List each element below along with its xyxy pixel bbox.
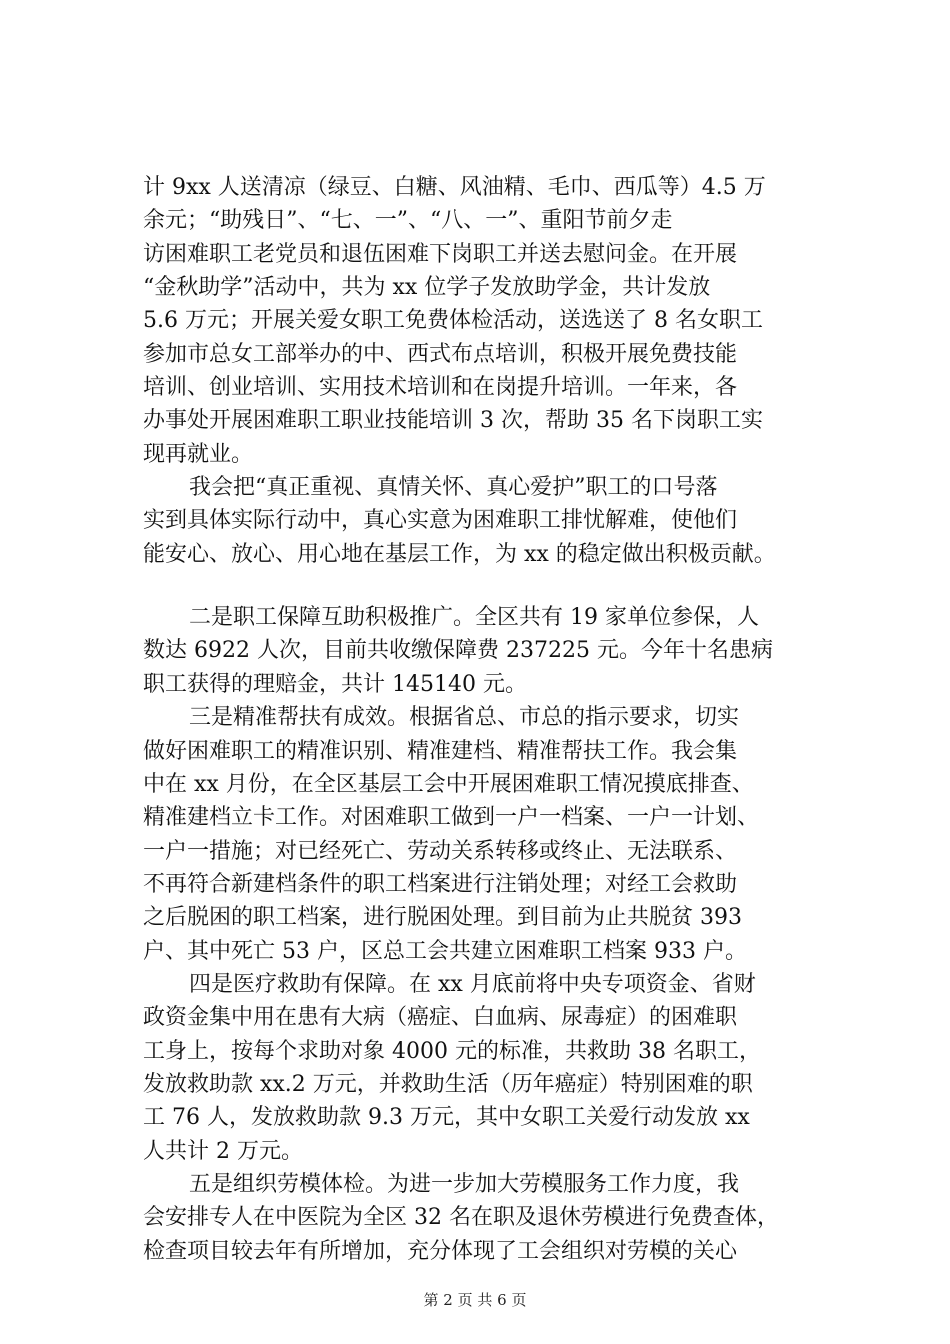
- text-line: 政资金集中用在患有大病（癌症、白血病、尿毒症）的困难职: [143, 1005, 738, 1030]
- text-line: 三是精准帮扶有成效。根据省总、市总的指示要求，切实: [189, 705, 740, 730]
- text-line: 余元；“助残日”、“七、一”、“八、一”、重阳节前夕走: [143, 208, 673, 233]
- text-line: 参加市总女工部举办的中、西式布点培训，积极开展免费技能: [143, 342, 738, 367]
- text-line: 发放救助款 xx.2 万元，并救助生活（历年癌症）特别困难的职: [143, 1072, 753, 1097]
- text-line: 会安排专人在中医院为全区 32 名在职及退休劳模进行免费查体，: [143, 1205, 779, 1230]
- text-line: 不再符合新建档条件的职工档案进行注销处理；对经工会救助: [143, 872, 738, 897]
- text-line: 工 76 人，发放救助款 9.3 万元，其中女职工关爱行动发放 xx: [143, 1105, 750, 1130]
- text-line: 二是职工保障互助积极推广。全区共有 19 家单位参保，人: [189, 605, 759, 630]
- text-line: 一户一措施；对已经死亡、劳动关系转移或终止、无法联系、: [143, 839, 738, 864]
- text-line: 人共计 2 万元。: [143, 1139, 303, 1164]
- text-line: 访困难职工老党员和退伍困难下岗职工并送去慰问金。在开展: [143, 242, 738, 267]
- text-line: 计 9xx 人送清凉（绿豆、白糖、风油精、毛巾、西瓜等）4.5 万: [143, 175, 766, 200]
- text-line: 现再就业。: [143, 442, 254, 467]
- text-line: 培训、创业培训、实用技术培训和在岗提升培训。一年来，各: [143, 375, 738, 400]
- text-line: 5.6 万元；开展关爱女职工免费体检活动，送选送了 8 名女职工: [143, 308, 763, 333]
- text-line: 实到具体实际行动中，真心实意为困难职工排忧解难，使他们: [143, 508, 738, 533]
- text-line: 能安心、放心、用心地在基层工作，为 xx 的稳定做出积极贡献。: [143, 542, 776, 567]
- text-line: 职工获得的理赔金，共计 145140 元。: [143, 672, 527, 697]
- text-line: 之后脱困的职工档案，进行脱困处理。到目前为止共脱贫 393: [143, 905, 742, 930]
- text-line: 户、其中死亡 53 户，区总工会共建立困难职工档案 933 户。: [143, 939, 747, 964]
- text-line: 五是组织劳模体检。为进一步加大劳模服务工作力度，我: [189, 1172, 740, 1197]
- text-line: 我会把“真正重视、真情关怀、真心爱护”职工的口号落: [189, 475, 718, 500]
- text-line: 检查项目较去年有所增加，充分体现了工会组织对劳模的关心: [143, 1239, 738, 1264]
- text-line: 中在 xx 月份，在全区基层工会中开展困难职工情况摸底排查、: [143, 772, 754, 797]
- text-line: 数达 6922 人次，目前共收缴保障费 237225 元。今年十名患病: [143, 638, 773, 663]
- text-line: 精准建档立卡工作。对困难职工做到一户一档案、一户一计划、: [143, 805, 760, 830]
- text-line: “金秋助学”活动中，共为 xx 位学子发放助学金，共计发放: [143, 275, 711, 300]
- text-line: 四是医疗救助有保障。在 xx 月底前将中央专项资金、省财: [189, 972, 756, 997]
- text-line: 工身上，按每个求助对象 4000 元的标准，共救助 38 名职工，: [143, 1039, 761, 1064]
- page-number-footer: 第 2 页 共 6 页: [423, 1291, 527, 1309]
- text-line: 做好困难职工的精准识别、精准建档、精准帮扶工作。我会集: [143, 739, 738, 764]
- text-line: 办事处开展困难职工职业技能培训 3 次，帮助 35 名下岗职工实: [143, 408, 763, 433]
